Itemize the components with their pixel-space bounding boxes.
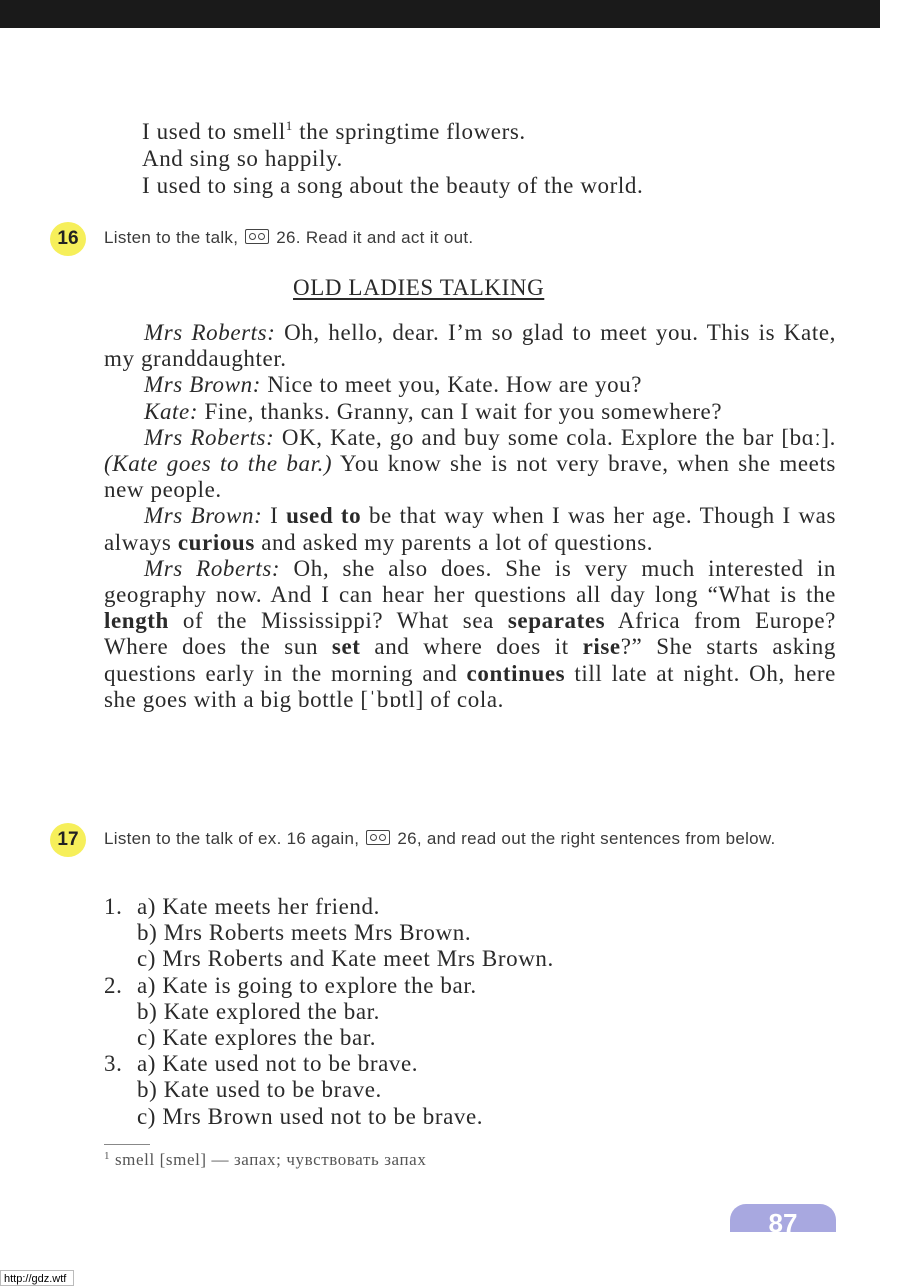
list-item: 1. a) Kate meets her friend. [104, 894, 380, 919]
list-item: b) Kate used to be brave. [137, 1077, 382, 1103]
dialogue-line: Mrs Roberts: OK, Kate, go and buy some cola. Explore the bar [bɑː]. (Kate goes to the bar.) You know she is not very brave, when she meets new people. [104, 424, 836, 503]
footnote-divider [104, 1144, 150, 1145]
dialogue-line: Mrs Roberts: Oh, hello, dear. I’m so glad to meet you. This is Kate, my granddaughter. [104, 320, 836, 372]
exercise-17-badge: 17 [50, 823, 86, 857]
list-item: 3. a) Kate used not to be brave. [104, 1051, 419, 1077]
footnote-ref: 1 [285, 118, 293, 133]
poem-line-1: I used to smell$^1$ the springtime flowers. [142, 118, 526, 144]
top-dark-bar [0, 0, 880, 28]
list-item: b) Mrs Roberts meets Mrs Brown. [137, 920, 472, 946]
footnote: $^1$ smell [smel] — запах; чувствовать запах [104, 1150, 427, 1169]
list-item: 2. a) Kate is going to explore the bar. [104, 972, 477, 998]
poem [142, 118, 643, 199]
dialogue-line: Mrs Roberts: Oh, she also does. She is very much interested in geography now. And I can hear her questions all day long “What is the length of the Mississippi? What sea separates Africa from Europe? Where does the sun set and where does it rise?” She starts asking questions early in the morning and continues till late at night. Oh, here she goes with a big bottle [ˈbɒtl] of cola. [104, 555, 837, 712]
dialogue-title: OLD LADIES TALKING [293, 275, 545, 300]
list-item: c) Mrs Roberts and Kate meet Mrs Brown. [137, 946, 554, 972]
dialogue-line: Kate: Fine, thanks. Granny, can I wait for you somewhere? [144, 398, 723, 424]
exercise-16-instruction: Listen to the talk, 26. Read it and act it out. [104, 228, 474, 247]
cassette-icon [366, 830, 390, 845]
watermark-link[interactable]: http://gdz.wtf [0, 1270, 74, 1286]
poem-line-3: I used to sing a song about the beauty of the world. [142, 173, 644, 198]
exercise-17-instruction: Listen to the talk of ex. 16 again, 26, and read out the right sentences from below. [104, 829, 776, 848]
answer-list [104, 894, 554, 1130]
dialogue-line: Mrs Brown: I used to be that way when I was her age. Though I was always curious and asked my parents a lot of questions. [104, 503, 837, 555]
list-item: b) Kate explored the bar. [137, 998, 380, 1024]
poem-line-2: And sing so happily. [142, 146, 343, 171]
page-number: 87 [730, 1204, 836, 1232]
exercise-16-badge: 16 [50, 222, 86, 256]
dialogue-line: Mrs Brown: Nice to meet you, Kate. How are you? [144, 372, 643, 398]
list-item: c) Kate explores the bar. [137, 1025, 377, 1051]
cassette-icon [245, 229, 269, 244]
dialogue [104, 320, 836, 713]
list-item: c) Mrs Brown used not to be brave. [137, 1103, 484, 1129]
